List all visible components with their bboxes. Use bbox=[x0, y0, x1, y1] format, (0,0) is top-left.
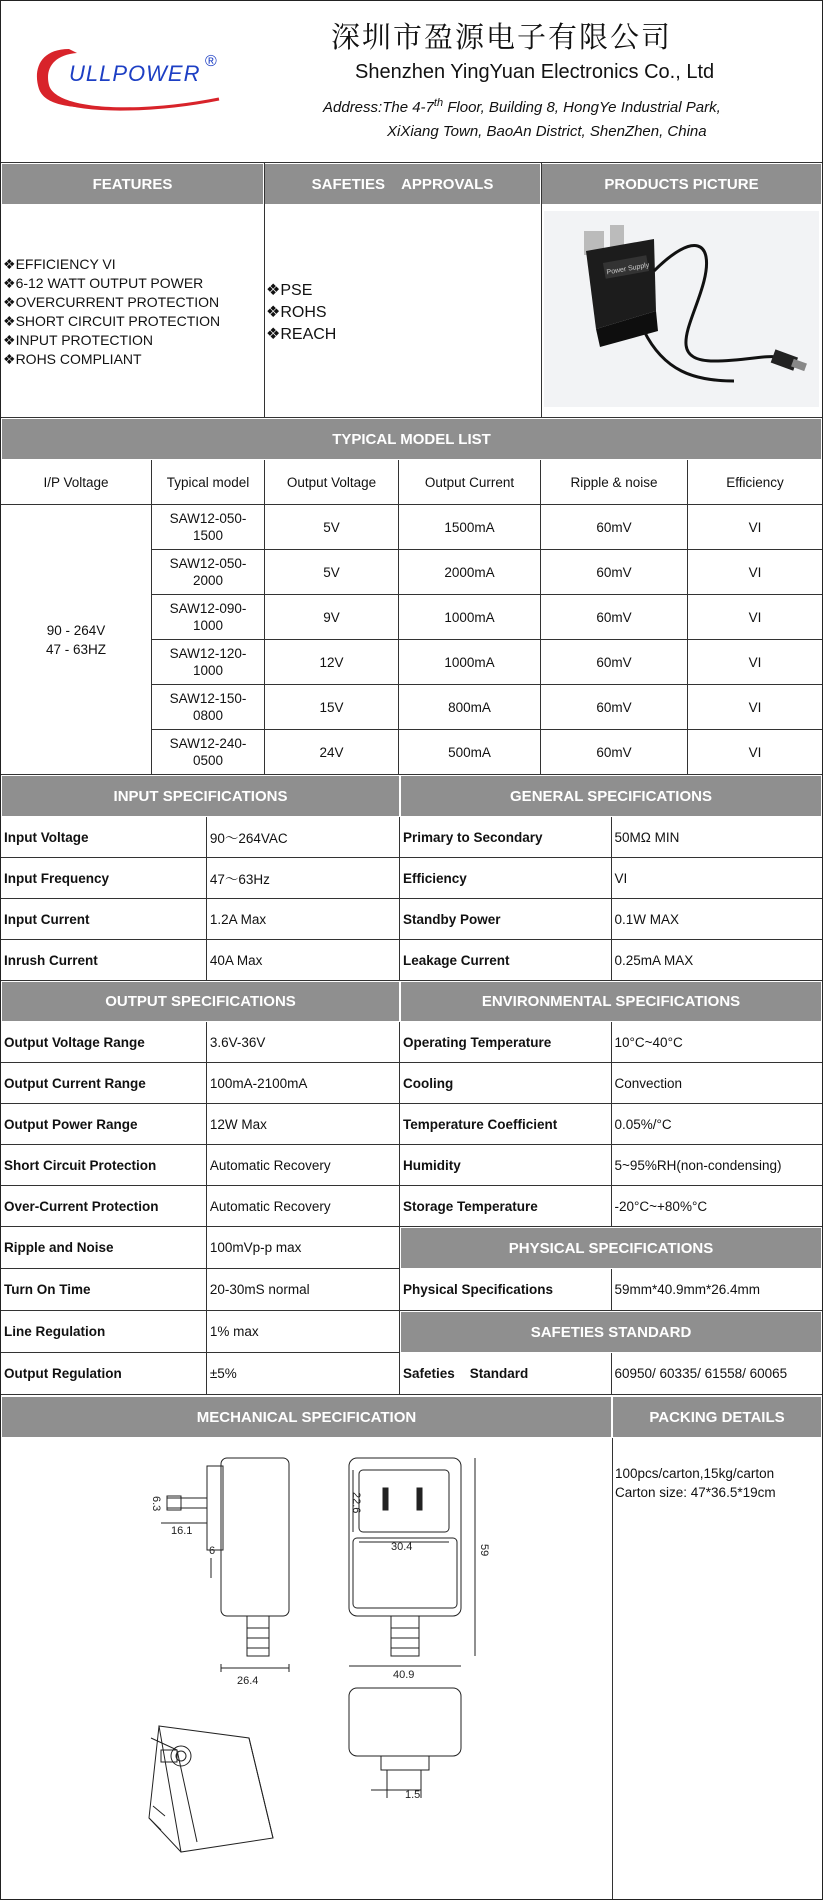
packing-details: 100pcs/carton,15kg/carton Carton size: 47*36.5*19cm bbox=[615, 1466, 776, 1500]
features-header: FEATURES bbox=[1, 163, 264, 205]
approval-item: ❖PSE bbox=[266, 282, 313, 299]
model-row: SAW12-090- 1000 9V 1000mA 60mV VI bbox=[152, 595, 822, 640]
feature-item: ❖EFFICIENCY VI bbox=[3, 256, 116, 272]
output-spec-header: OUTPUT SPECIFICATIONS bbox=[1, 981, 400, 1022]
column-header: Output Current bbox=[399, 460, 541, 505]
svg-text:6.3: 6.3 bbox=[150, 1496, 162, 1512]
feature-item: ❖ROHS COMPLIANT bbox=[3, 351, 142, 367]
company-name-en: Shenzhen YingYuan Electronics Co., Ltd bbox=[355, 61, 715, 83]
model-row: SAW12-150- 0800 15V 800mA 60mV VI bbox=[152, 685, 822, 730]
side-view-icon bbox=[161, 1458, 289, 1672]
output-spec-table: Output Voltage Range 3.6V-36V Output Current Range 100mA-2100mA Output Power Range 12W Max Short Circuit Protection Automatic Recovery Over-Current Protection Automatic Recovery Ripple and Noise 100mVp-p max Turn On Time 20-30mS normal Line Regulation 1% max Output Regulation ±5% bbox=[1, 1022, 400, 1395]
svg-text:16.1: 16.1 bbox=[171, 1525, 193, 1537]
product-picture bbox=[544, 211, 819, 407]
feature-item: ❖SHORT CIRCUIT PROTECTION bbox=[3, 313, 221, 329]
safeties-standard-header: SAFETIES STANDARD bbox=[400, 1311, 822, 1353]
model-row: SAW12-240- 0500 24V 500mA 60mV VI bbox=[152, 730, 822, 775]
model-row: SAW12-050- 1500 5V 1500mA 60mV VI bbox=[152, 505, 822, 550]
general-spec-table: Primary to Secondary 50MΩ MIN Efficiency VI Standby Power 0.1W MAX Leakage Current 0.25mA MAX bbox=[400, 817, 822, 981]
mechanical-drawing bbox=[1, 1438, 611, 1898]
column-header: I/P Voltage bbox=[1, 460, 152, 505]
svg-text:1.5: 1.5 bbox=[405, 1789, 421, 1801]
environmental-spec-table: Operating Temperature 10°C~40°C Cooling Convection Temperature Coefficient 0.05%/°C Humidity 5~95%RH(non-condensing) Storage Temperature -20°C~+80%°C bbox=[400, 1022, 822, 1227]
company-address-line1: Address:The 4-7th Floor, Building 8, HongYe Industrial Park, bbox=[323, 97, 721, 116]
company-address-line2: XiXiang Town, BaoAn District, ShenZhen, China bbox=[387, 123, 707, 140]
input-spec-table: Input Voltage 90～264VAC Input Frequency 47～63Hz Input Current 1.2A Max Inrush Current 40A Max bbox=[1, 817, 400, 981]
brand-logo bbox=[29, 41, 229, 113]
registered-mark: ® bbox=[205, 53, 217, 70]
column-header: Typical model bbox=[152, 460, 265, 505]
feature-item: ❖OVERCURRENT PROTECTION bbox=[3, 294, 220, 310]
column-header: Ripple & noise bbox=[541, 460, 688, 505]
model-row: SAW12-120- 1000 12V 1000mA 60mV VI bbox=[152, 640, 822, 685]
physical-spec-header: PHYSICAL SPECIFICATIONS bbox=[400, 1227, 822, 1269]
svg-text:6: 6 bbox=[209, 1545, 216, 1557]
feature-item: ❖INPUT PROTECTION bbox=[3, 332, 153, 348]
model-row: SAW12-050- 2000 5V 2000mA 60mV VI bbox=[152, 550, 822, 595]
model-list-header: TYPICAL MODEL LIST bbox=[1, 418, 822, 460]
mechanical-spec-header: MECHANICAL SPECIFICATION bbox=[1, 1396, 612, 1438]
feature-item: ❖6-12 WATT OUTPUT POWER bbox=[3, 275, 204, 291]
brand-name: ULLPOWER bbox=[69, 61, 201, 86]
packing-details-header: PACKING DETAILS bbox=[612, 1396, 822, 1438]
bottom-view-icon bbox=[349, 1688, 461, 1798]
company-name-cn: 深圳市盈源电子有限公司 bbox=[331, 20, 673, 54]
svg-text:22.6: 22.6 bbox=[350, 1492, 362, 1514]
svg-text:59: 59 bbox=[478, 1544, 490, 1557]
svg-text:40.9: 40.9 bbox=[393, 1669, 415, 1681]
physical-spec-row: Physical Specifications 59mm*40.9mm*26.4mm bbox=[400, 1269, 822, 1311]
svg-text:Power Supply: Power Supply bbox=[606, 261, 650, 277]
picture-header: PRODUCTS PICTURE bbox=[541, 163, 822, 205]
features-list bbox=[3, 255, 261, 369]
environmental-spec-header: ENVIRONMENTAL SPECIFICATIONS bbox=[400, 981, 822, 1022]
svg-text:26.4: 26.4 bbox=[237, 1675, 259, 1687]
general-spec-header: GENERAL SPECIFICATIONS bbox=[400, 775, 822, 817]
safeties-standard-row: Safeties Standard 60950/ 60335/ 61558/ 60065 bbox=[400, 1353, 822, 1395]
svg-text:30.4: 30.4 bbox=[391, 1541, 413, 1553]
approval-item: ❖ROHS bbox=[266, 304, 327, 321]
column-header: Efficiency bbox=[688, 460, 822, 505]
front-view-icon bbox=[349, 1458, 475, 1666]
column-header: Output Voltage bbox=[265, 460, 399, 505]
input-spec-header: INPUT SPECIFICATIONS bbox=[1, 775, 400, 817]
isometric-view-icon bbox=[149, 1726, 273, 1852]
power-adapter-photo-icon bbox=[544, 211, 819, 407]
approval-item: ❖REACH bbox=[266, 326, 337, 343]
approvals-list bbox=[266, 280, 536, 346]
approvals-header: SAFETIES APPROVALS bbox=[264, 163, 541, 205]
input-range-cell: 90 - 264V 47 - 63HZ bbox=[1, 505, 152, 775]
